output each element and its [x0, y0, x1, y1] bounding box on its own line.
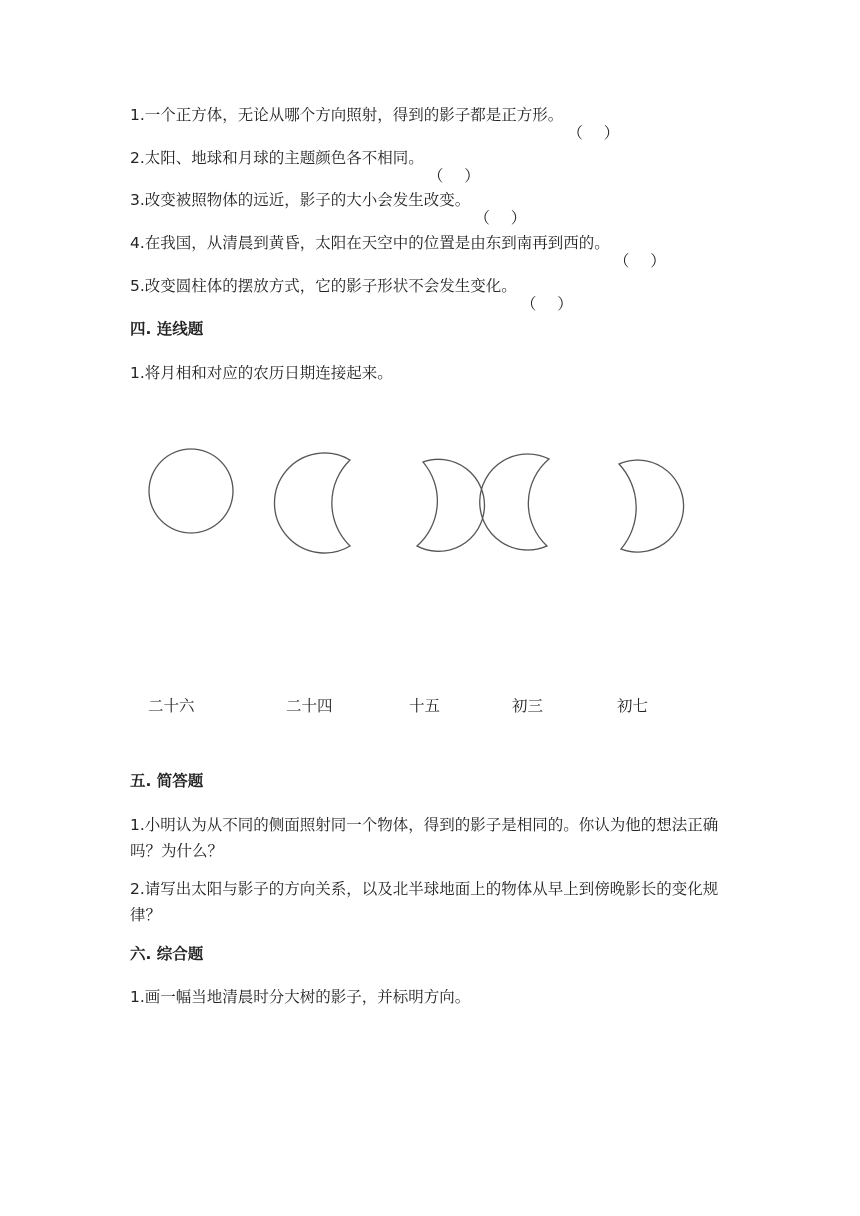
- judgement-item-1: 1.一个正方体，无论从哪个方向照射，得到的影子都是正方形。 （ ）: [130, 106, 620, 142]
- short-answer-question-1: 1.小明认为从不同的侧面照射同一个物体，得到的影子是相同的。你认为他的想法正确吗？为什么？: [130, 816, 719, 860]
- section-heading-comprehensive: 六. 综合题: [130, 945, 204, 963]
- judgement-item-4: 4.在我国，从清晨到黄昏，太阳在天空中的位置是由东到南再到西的。 （ ）: [130, 234, 666, 270]
- waxing-crescent-moon-icon[interactable]: [417, 459, 484, 551]
- full-moon-icon[interactable]: [149, 449, 233, 533]
- matching-question-1: 1.将月相和对应的农历日期连接起来。: [130, 364, 393, 382]
- comprehensive-question-1: 1.画一幅当地清晨时分大树的影子，并标明方向。: [130, 988, 471, 1006]
- short-answer-question-2: 2.请写出太阳与影子的方向关系，以及北半球地面上的物体从早上到傍晚影长的变化规律？: [130, 880, 719, 924]
- section-heading-matching: 四. 连线题: [130, 320, 204, 338]
- section-heading-short-answer: 五. 简答题: [130, 772, 204, 790]
- waning-crescent-moon-icon[interactable]: [274, 453, 350, 553]
- moon-phase-figures: [130, 440, 730, 570]
- waxing-crescent-moon-icon[interactable]: [619, 460, 684, 552]
- judgement-item-3: 3.改变被照物体的远近，影子的大小会发生改变。 （ ）: [130, 191, 527, 227]
- judgement-item-2: 2.太阳、地球和月球的主题颜色各不相同。 （ ）: [130, 149, 480, 185]
- date-label[interactable]: 十五: [409, 697, 441, 715]
- waning-crescent-moon-icon[interactable]: [480, 454, 549, 550]
- date-label[interactable]: 二十六: [148, 697, 195, 715]
- judgement-item-5: 5.改变圆柱体的摆放方式，它的影子形状不会发生变化。 （ ）: [130, 277, 573, 313]
- date-label[interactable]: 二十四: [286, 697, 333, 715]
- date-label[interactable]: 初三: [512, 697, 544, 715]
- date-label[interactable]: 初七: [617, 697, 649, 715]
